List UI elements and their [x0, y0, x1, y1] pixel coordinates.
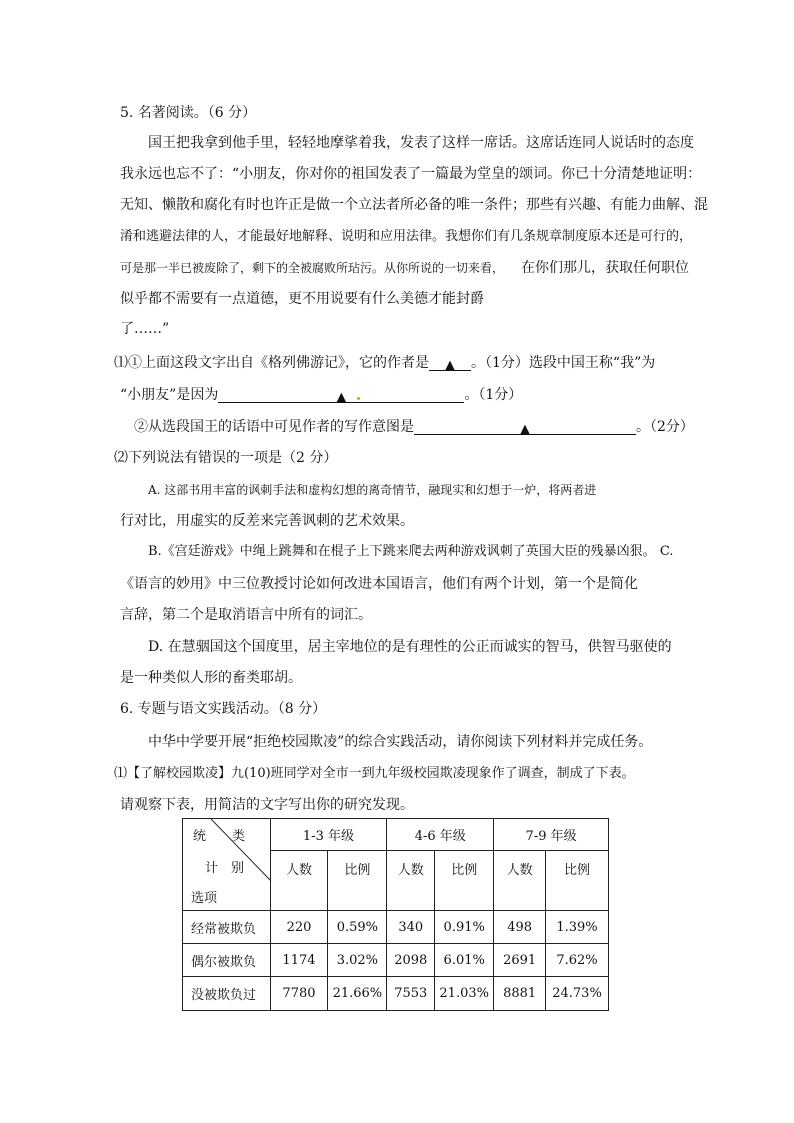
passage-line: 无知、懒散和腐化有时也许正是做一个立法者所必备的唯一条件；那些有兴趣、有能力曲解、混 — [120, 197, 708, 213]
sub-header-ratio: 比例 — [328, 851, 387, 911]
passage-line: 国王把我拿到他手里，轻轻地摩挲着我，发表了这样一席话。这席话连同人说话时的态度 — [148, 135, 694, 151]
sub-header-ratio: 比例 — [546, 851, 609, 911]
triangle-mark-icon: ▲ — [445, 358, 455, 373]
sub-header-count: 人数 — [494, 851, 546, 911]
q6-intro: 中华中学要开展“拒绝校园欺凌”的综合实践活动，请你阅读下列材料并完成任务。 — [148, 734, 653, 750]
q5-1-suffix3: 。（2分） — [636, 419, 694, 435]
table-cell: 6.01% — [435, 944, 494, 977]
decorative-dot — [357, 397, 360, 400]
table-cell: 1174 — [270, 944, 328, 977]
sub-header-count: 人数 — [387, 851, 435, 911]
q6-heading: 6. 专题与语文实践活动。（8 分） — [120, 701, 327, 717]
table-cell: 0.91% — [435, 911, 494, 944]
sub-header-ratio: 比例 — [435, 851, 494, 911]
table-cell: 3.02% — [328, 944, 387, 977]
table-row — [183, 977, 609, 1011]
corner-label-count: 计 别 — [205, 861, 245, 876]
table-row — [183, 944, 609, 977]
q6-task1: ⑴【了解校园欺凌】九(10)班同学对全市一到九年级校园欺凌现象作了调查，制成了下表。 — [114, 766, 635, 781]
table-cell: 21.66% — [328, 977, 387, 1011]
triangle-mark-icon: ▲ — [336, 390, 347, 405]
passage-line: 了……” — [120, 321, 170, 337]
table-cell: 498 — [494, 911, 546, 944]
q5-1-prompt3: ②从选段国王的话语中可见作者的写作意图是 — [134, 419, 414, 435]
option-a-cont: 行对比，用虚实的反差来完善讽刺的艺术效果。 — [120, 513, 414, 529]
q5-1-line3 — [134, 418, 694, 436]
q5-1-line2 — [120, 386, 522, 404]
grade-header: 1-3 年级 — [270, 819, 387, 851]
table-cell: 24.73% — [546, 977, 609, 1011]
table-cell: 2098 — [387, 944, 435, 977]
grade-header: 7-9 年级 — [494, 819, 609, 851]
table-cell: 220 — [270, 911, 328, 944]
table-row — [183, 911, 609, 944]
table-cell: 7553 — [387, 977, 435, 1011]
survey-table — [182, 818, 609, 1011]
q6-task1b: 请观察下表，用简洁的文字写出你的研究发现。 — [120, 797, 414, 813]
option-a: A. 这部书用丰富的讽刺手法和虚构幻想的离奇情节，融现实和幻想于一炉，将两者进 — [148, 483, 597, 497]
passage-line: 可是那一半已被废除了，剩下的全被腐败所玷污。从你所说的一切来看， — [120, 261, 505, 275]
q5-1-line1 — [114, 354, 655, 372]
table-cell: 7.62% — [546, 944, 609, 977]
table-cell: 8881 — [494, 977, 546, 1011]
table-cell: 0.59% — [328, 911, 387, 944]
q5-1-suffix2: 。（1分） — [464, 387, 523, 403]
passage-line: 在你们那儿，获取任何职位 — [521, 260, 689, 276]
option-b: B.《宫廷游戏》中绳上跳舞和在棍子上下跳来爬去两种游戏讽刺了英国大臣的残暴凶狠。 C. — [148, 544, 674, 559]
option-d-cont: 是一种类似人形的畜类耶胡。 — [120, 670, 302, 686]
triangle-mark-icon: ▲ — [520, 422, 530, 437]
corner-label-category: 统 类 — [193, 829, 246, 844]
q5-1-prompt: ⑴①上面这段文字出自《格列佛游记》，它的作者是 — [114, 355, 429, 371]
q5-1-prompt2: “小朋友”是因为 — [120, 387, 219, 403]
reason-blank[interactable] — [218, 388, 464, 403]
table-cell: 1.39% — [546, 911, 609, 944]
table-cell: 7780 — [270, 977, 328, 1011]
row-label: 没被欺负过 — [183, 977, 271, 1011]
corner-label-option: 选项 — [191, 891, 218, 906]
option-c-cont: 言辞，第二个是取消语言中所有的词汇。 — [120, 607, 372, 623]
table-cell: 2691 — [494, 944, 546, 977]
grade-header: 4-6 年级 — [387, 819, 494, 851]
row-label: 偶尔被欺负 — [183, 944, 271, 977]
option-c: 《语言的妙用》中三位教授讨论如何改进本国语言，他们有两个计划，第一个是简化 — [120, 576, 638, 592]
q5-2-prompt: ⑵下列说法有错误的一项是（2 分） — [114, 450, 338, 466]
table-cell: 340 — [387, 911, 435, 944]
passage-line: 我永远也忘不了：“小朋友，你对你的祖国发表了一篇最为堂皇的颂词。你已十分清楚地证明： — [120, 166, 702, 182]
row-label: 经常被欺负 — [183, 911, 271, 944]
passage-line: 淆和逃避法律的人，才能最好地解释、说明和应用法律。我想你们有几条规章制度原本还是可行的， — [120, 229, 693, 244]
intention-blank[interactable] — [414, 420, 636, 435]
sub-header-count: 人数 — [270, 851, 328, 911]
author-blank[interactable] — [429, 356, 471, 371]
passage-line: 似乎都不需要有一点道德，更不用说要有什么美德才能封爵 — [120, 291, 484, 307]
option-d: D. 在慧骃国这个国度里，居主宰地位的是有理性的公正而诚实的智马，供智马驱使的 — [148, 639, 672, 655]
q5-1-suffix: 。（1分）选段中国王称“我”为 — [471, 355, 656, 371]
table-corner-header — [183, 819, 271, 911]
table-cell: 21.03% — [435, 977, 494, 1011]
q5-heading: 5. 名著阅读。（6 分） — [120, 105, 257, 121]
